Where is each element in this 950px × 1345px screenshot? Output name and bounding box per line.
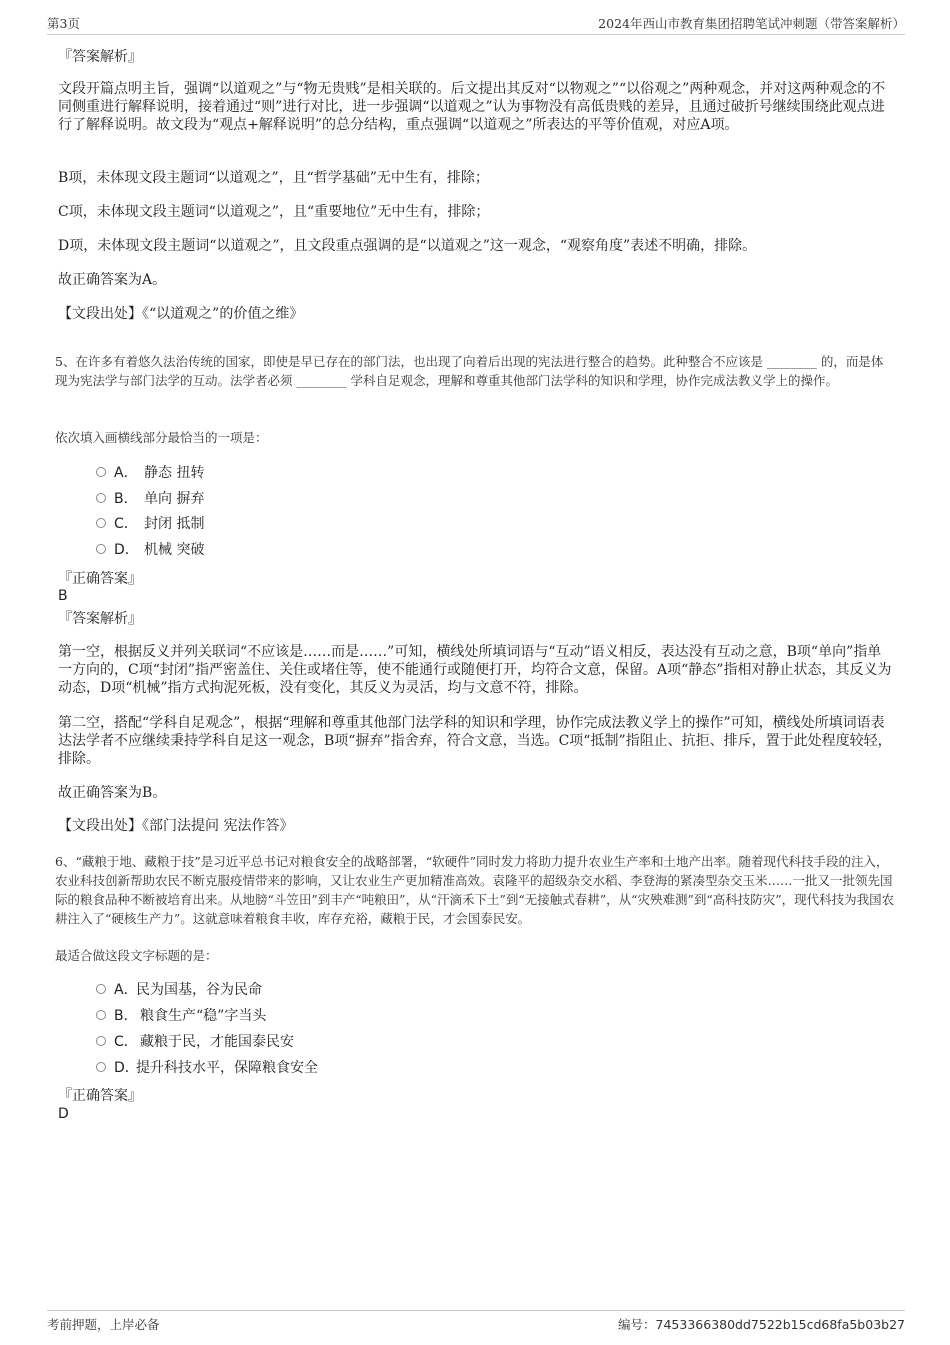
q5-stem: 5、在许多有着悠久法治传统的国家，即使是早已存在的部门法，也出现了向着后出现的宪法进行整合的趋势。此种整合不应该是 ________ 的，而是体现为宪法学与部门法学的互动。法学者必须 ________ 学科自足观念，理解和尊重其他部门法学科的知识和学理，协作完成法教义学上的操作。 (55, 354, 884, 388)
q5-answer-label: 『正确答案』 (58, 571, 142, 587)
footer-slogan: 考前押题，上岸必备 (47, 1317, 160, 1332)
q5-analysis-label: 『答案解析』 (58, 611, 142, 627)
document-title: 2024年西山市教育集团招聘笔试冲刺题（带答案解析） (598, 16, 905, 31)
radio-icon[interactable] (96, 518, 106, 528)
q4-analysis-paragraph: C项，未体现文段主题词“以道观之”，且“重要地位”无中生有，排除； (58, 204, 490, 220)
radio-icon[interactable] (96, 1036, 106, 1046)
q6-option-a[interactable]: A．民为国基，谷为民命 (96, 981, 262, 999)
radio-icon[interactable] (96, 1062, 106, 1072)
q6-option-d[interactable]: D．提升科技水平，保障粮食安全 (96, 1059, 318, 1077)
q4-analysis-paragraph: D项，未体现文段主题词“以道观之”，且文段重点强调的是“以道观之”这一观念，“观察角度”表述不明确，排除。 (58, 238, 757, 254)
q6-stem: 6、“藏粮于地、藏粮于技”是习近平总书记对粮食安全的战略部署，“软硬件”同时发力将助力提升农业生产率和土地产出率。随着现代科技手段的注入，农业科技创新帮助农民不断克服疫情带来的影响，又让农业生产更加精准高效。袁隆平的超级杂交水稻、李登海的紧凑型杂交玉米……一批又一批领先国际的粮食品种不断被培育出来。从地膀“斗笠田”到丰产“吨粮田”，从“汗滴禾下土”到“无接触式春耕”，从“灾殃难测”到“高科技防灾”，现代科技为我国农耕注入了“硬核生产力”。这就意味着粮食丰收，库存充裕，藏粮于民，才会国泰民安。 (55, 854, 895, 926)
radio-icon[interactable] (96, 467, 106, 477)
q5-source: 【文段出处】《部门法提问 宪法作答》 (58, 818, 294, 834)
q6-answer-label: 『正确答案』 (58, 1088, 142, 1104)
page-number: 第3页 (47, 16, 80, 31)
q4-analysis-label: 『答案解析』 (58, 49, 142, 65)
q4-conclusion: 故正确答案为A。 (58, 272, 167, 288)
q5-prompt: 依次填入画横线部分最恰当的一项是： (55, 430, 268, 445)
q4-analysis-paragraph: B项，未体现文段主题词“以道观之”，且“哲学基础”无中生有，排除； (58, 170, 489, 186)
page-header (47, 14, 905, 35)
radio-icon[interactable] (96, 984, 106, 994)
q5-option-a[interactable]: A． 静态 扭转 (96, 464, 204, 482)
q6-option-c[interactable]: C． 藏粮于民，才能国泰民安 (96, 1033, 294, 1051)
q5-analysis-paragraph: 第二空，搭配“学科自足观念”，根据“理解和尊重其他部门法学科的知识和学理，协作完成法教义学上的操作”可知，横线处所填词语表达法学者不应继续秉持学科自足这一观念，B项“摒弃”指舍弃，符合文意，当选。C项“抵制”指阻止、抗拒、排斥，置于此处程度较轻，排除。 (58, 715, 892, 767)
q6-prompt: 最适合做这段文字标题的是： (55, 948, 218, 963)
q4-analysis-paragraph: 文段开篇点明主旨，强调“以道观之”与“物无贵贱”是相关联的。后文提出其反对“以物观之”“以俗观之”两种观念，并对这两种观念的不同侧重进行解释说明，接着通过“则”进行对比，进一步强调“以道观之”认为事物没有高低贵贱的差异，且通过破折号继续围绕此观点进行了解释说明。故文段为“观点+解释说明”的总分结构，重点强调“以道观之”所表达的平等价值观，对应A项。 (58, 81, 886, 133)
radio-icon[interactable] (96, 493, 106, 503)
page-footer (47, 1310, 905, 1337)
q5-analysis-paragraph: 第一空，根据反义并列关联词“不应该是……而是……”可知，横线处所填词语与“互动”语义相反，表达没有互动之意，B项“单向”指单一方向的，C项“封闭”指严密盖住、关住或堵住等，使不能通行或随便打开，均符合文意，保留。A项“静态”指相对静止状态，其反义为动态，D项“机械”指方式拘泥死板，没有变化，其反义为灵活，均与文意不符，排除。 (58, 644, 892, 696)
q5-answer: B (58, 588, 68, 604)
q6-answer: D (58, 1106, 69, 1122)
radio-icon[interactable] (96, 544, 106, 554)
q5-option-c[interactable]: C． 封闭 抵制 (96, 515, 204, 533)
q4-source: 【文段出处】《“以道观之”的价值之维》 (58, 306, 304, 322)
q6-option-b[interactable]: B． 粮食生产“稳”字当头 (96, 1007, 266, 1025)
q5-conclusion: 故正确答案为B。 (58, 785, 167, 801)
footer-serial: 编号：7453366380dd7522b15cd68fa5b03b27 (618, 1317, 905, 1332)
q5-option-b[interactable]: B． 单向 摒弃 (96, 490, 204, 508)
q5-option-d[interactable]: D． 机械 突破 (96, 541, 204, 559)
radio-icon[interactable] (96, 1010, 106, 1020)
